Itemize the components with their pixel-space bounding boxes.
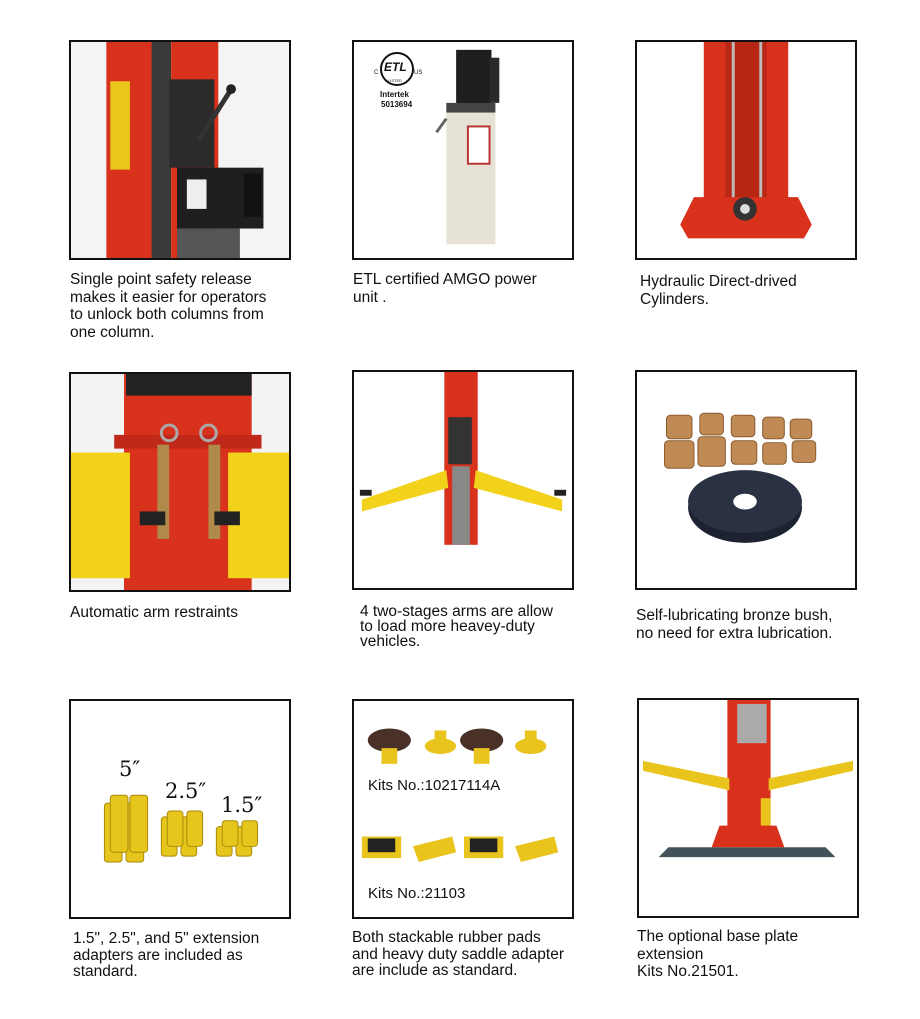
base-plate-image: [637, 698, 859, 918]
extension-adapters-image: [69, 699, 291, 919]
etl-mark-text: ETL: [384, 60, 407, 74]
caption-extension-adapters: 1.5", 2.5", and 5" extension adapters are included as standard.: [73, 930, 260, 980]
kit-b-label: Kits No.:21103: [368, 885, 466, 902]
etl-c-text: C: [374, 70, 379, 76]
caption-arm-restraints: Automatic arm restraints: [70, 604, 238, 621]
safety-release-image: [69, 40, 291, 260]
base-plate-illustration: [639, 700, 857, 916]
etl-company-text: Intertek: [380, 90, 409, 99]
safety-release-illustration: [71, 42, 289, 258]
bronze-bush-illustration: [637, 372, 855, 588]
caption-rubber-pads: Both stackable rubber pads and heavy duty saddle adapter are include as standard.: [352, 929, 564, 979]
extension-1-5-label: 1.5″: [221, 793, 263, 817]
extension-5-label: 5″: [119, 757, 141, 781]
kit-a-label: Kits No.:10217114A: [368, 777, 501, 794]
rubber-pads-image: [352, 699, 574, 919]
caption-safety-release: Single point safety release makes it easier for operators to unlock both columns from one column.: [70, 271, 267, 341]
etl-listed-text: LISTED: [388, 78, 403, 83]
two-stage-arms-image: [352, 370, 574, 590]
caption-base-plate: The optional base plate extension Kits No.21501.: [637, 928, 799, 980]
caption-cylinders: Hydraulic Direct-drived Cylinders.: [640, 273, 797, 308]
etl-logo: [374, 52, 424, 114]
cylinders-image: [635, 40, 857, 260]
etl-us-text: US: [414, 70, 423, 76]
extension-2-5-label: 2.5″: [165, 779, 207, 803]
arm-restraints-image: [69, 372, 291, 592]
power-unit-image: [352, 40, 574, 260]
caption-power-unit: ETL certified AMGO power unit .: [353, 271, 537, 306]
etl-number-text: 5013694: [381, 100, 413, 109]
caption-two-stage-arms: 4 two-stages arms are allow to load more heavey-duty vehicles.: [360, 603, 553, 650]
bronze-bush-image: [635, 370, 857, 590]
arm-restraints-illustration: [71, 374, 289, 590]
caption-bronze-bush: Self-lubricating bronze bush, no need for extra lubrication.: [636, 607, 833, 642]
cylinders-illustration: [637, 42, 855, 258]
two-stage-arms-illustration: [354, 372, 572, 588]
